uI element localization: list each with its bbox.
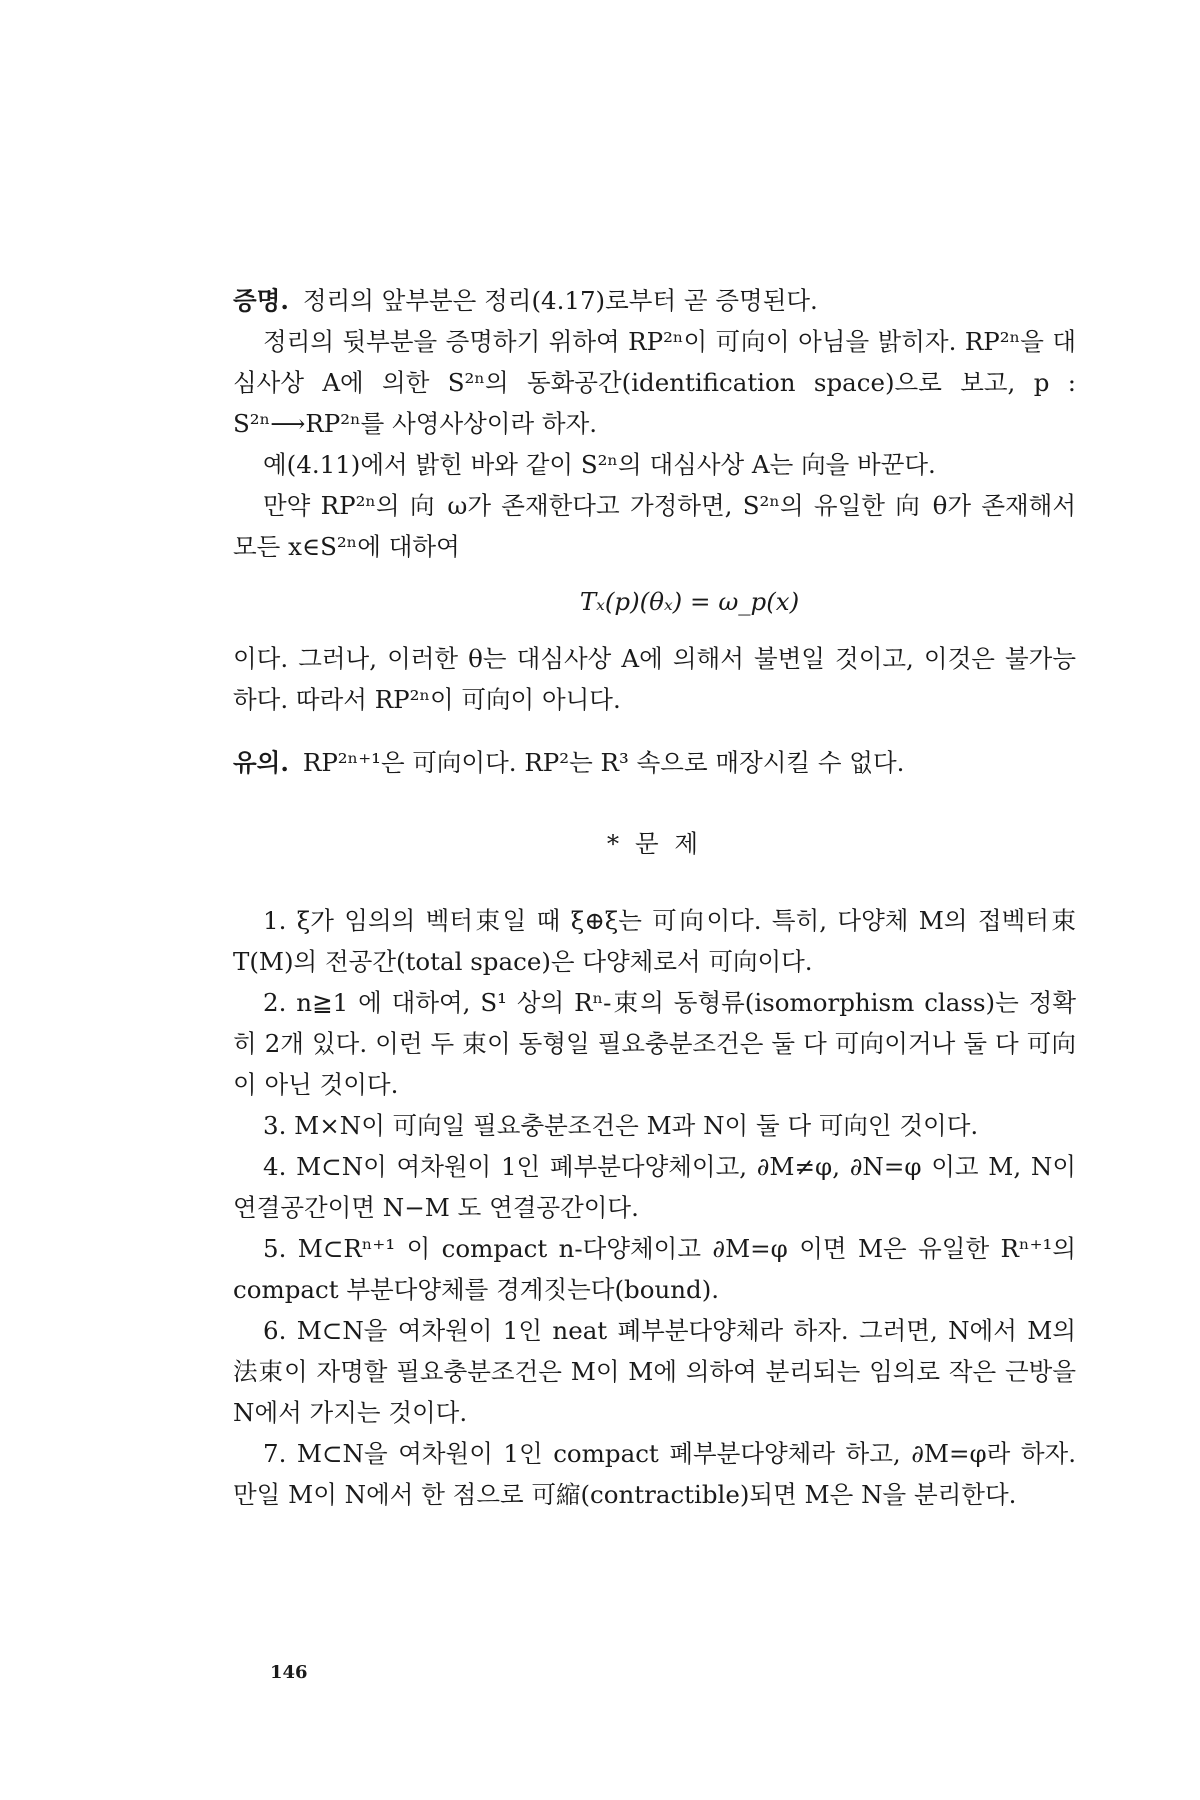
problem-item: 3. M×N이 可向일 필요충분조건은 M과 N이 둘 다 可向인 것이다. <box>263 1111 979 1140</box>
problem-item: 1. ξ가 임의의 벡터束일 때 ξ⊕ξ는 可向이다. 특히, 다양체 M의 접벡터束 T(M)의 전공간(total space)은 다양체로서 可向이다. <box>233 906 1076 976</box>
remark-paragraph <box>233 742 1076 783</box>
problem-item: 6. M⊂N을 여차원이 1인 neat 폐부분다양체라 하자. 그러면, N에서 M의 法束이 자명할 필요충분조건은 M이 M에 의하여 분리되는 임의로 작은 근방을 N에서 가지는 것이다. <box>233 1316 1076 1427</box>
remark-label: 유의. <box>233 748 289 777</box>
proof-paragraph-2: 정리의 뒷부분을 증명하기 위하여 RP²ⁿ이 可向이 아님을 밝히자. RP²ⁿ을 대심사상 A에 의한 S²ⁿ의 동화공간(identification space)으로 보고, p : S²ⁿ⟶RP²ⁿ를 사영사상이라 하자. <box>233 327 1076 438</box>
proof-first-sentence: 정리의 앞부분은 정리(4.17)로부터 곧 증명된다. <box>302 286 818 315</box>
proof-paragraph-4: 만약 RP²ⁿ의 向 ω가 존재한다고 가정하면, S²ⁿ의 유일한 向 θ가 존재해서 모든 x∈S²ⁿ에 대하여 <box>233 491 1076 561</box>
display-formula: Tₓ(p)(θₓ) = ω_p(x) <box>579 587 800 616</box>
page-number: 146 <box>270 1662 308 1683</box>
proof-paragraph-5: 이다. 그러나, 이러한 θ는 대심사상 A에 의해서 불변일 것이고, 이것은 불가능하다. 따라서 RP²ⁿ이 可向이 아니다. <box>233 644 1076 714</box>
problem-item: 2. n≧1 에 대하여, S¹ 상의 Rⁿ-束의 동형류(isomorphism class)는 정확히 2개 있다. 이런 두 束이 동형일 필요충분조건은 둘 다 可向이거나 둘 다 可向이 아닌 것이다. <box>233 988 1076 1099</box>
problems-section-title: * 문 제 <box>606 829 703 858</box>
remark-text: RP²ⁿ⁺¹은 可向이다. RP²는 R³ 속으로 매장시킬 수 없다. <box>302 748 905 777</box>
problem-item: 4. M⊂N이 여차원이 1인 폐부분다양체이고, ∂M≠φ, ∂N=φ 이고 M, N이 연결공간이면 N−M 도 연결공간이다. <box>233 1152 1076 1222</box>
problem-item: 7. M⊂N을 여차원이 1인 compact 폐부분다양체라 하고, ∂M=φ라 하자. 만일 M이 N에서 한 점으로 可縮(contractible)되면 M은 N을 분리한다. <box>233 1439 1076 1509</box>
proof-label: 증명. <box>233 286 289 315</box>
problem-item: 5. M⊂Rⁿ⁺¹ 이 compact n-다양체이고 ∂M=φ 이면 M은 유일한 Rⁿ⁺¹의 compact 부분다양체를 경계짓는다(bound). <box>233 1234 1076 1304</box>
problem-list <box>233 900 1076 1515</box>
page-body <box>233 280 1076 1515</box>
proof-paragraph-3: 예(4.11)에서 밝힌 바와 같이 S²ⁿ의 대심사상 A는 向을 바꾼다. <box>263 450 936 479</box>
proof-intro <box>233 280 1076 321</box>
